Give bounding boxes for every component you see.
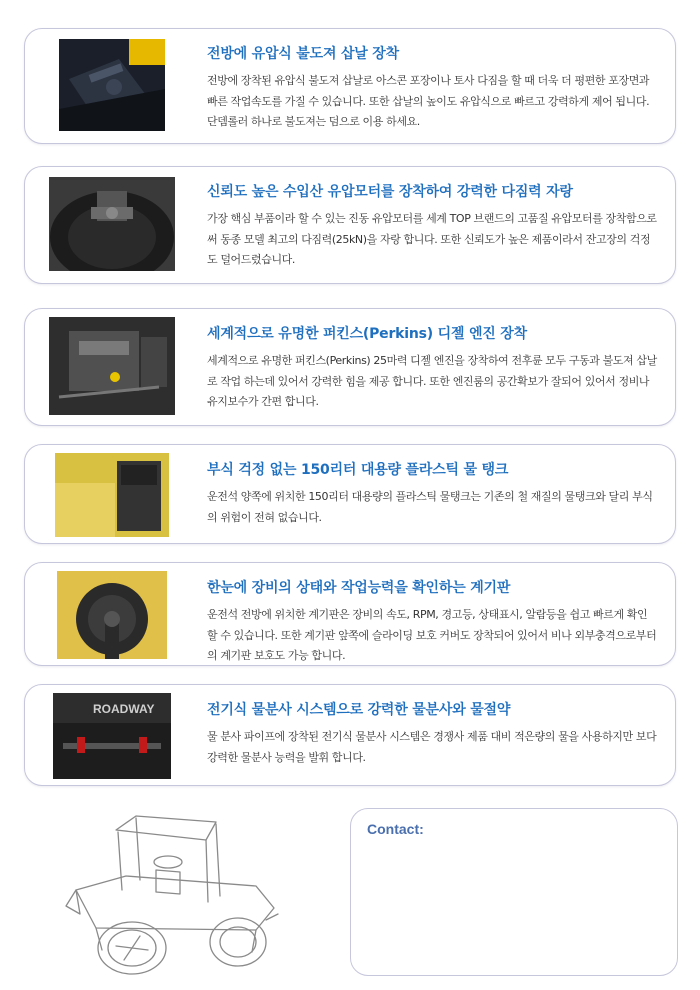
engine-photo: [49, 317, 175, 415]
feature-title: 전기식 물분사 시스템으로 강력한 물분사와 물절약: [207, 702, 511, 718]
feature-title: 전방에 유압식 불도져 삽날 장착: [207, 46, 399, 62]
feature-card-water-tank: [24, 444, 676, 544]
feature-title: 신뢰도 높은 수입산 유압모터를 장착하여 강력한 다짐력 자랑: [207, 184, 573, 200]
feature-description: 가장 핵심 부품이라 할 수 있는 진동 유압모터를 세계 TOP 브랜드의 고품질 유압모터를 장착함으로써 동종 모델 최고의 다짐력(25kN)을 자랑 합니다. 또한 신뢰도가 높은 제품이라서 잔고장의 걱정도 덜어드렸습니다.: [207, 212, 657, 266]
feature-title: 한눈에 장비의 상태와 작업능력을 확인하는 계기판: [207, 580, 511, 596]
water-spray-photo: [53, 693, 171, 779]
feature-card-blade: [24, 28, 676, 144]
feature-card-water-spray: [24, 684, 676, 786]
contact-box: [350, 808, 678, 976]
roadway-brand-text: ROADWAY: [93, 702, 155, 716]
feature-description: 운전석 전방에 위치한 계기판은 장비의 속도, RPM, 경고등, 상태표시, 알람등을 쉽고 빠르게 확인할 수 있습니다. 또한 계기판 앞쪽에 슬라이딩 보호 커버도 장착되어 있어서 비나 외부충격으로부터의 계기판 보호도 가능 합니다.: [207, 608, 657, 662]
feature-title: 부식 걱정 없는 150리터 대용량 플라스틱 물 탱크: [207, 462, 509, 478]
feature-card-engine: [24, 308, 676, 426]
feature-description: 운전석 양쪽에 위치한 150리터 대용량의 플라스틱 물탱크는 기존의 철 재질의 물탱크와 달리 부식의 위험이 전혀 없습니다.: [207, 490, 653, 524]
feature-description: 세계적으로 유명한 퍼킨스(Perkins) 25마력 디젤 엔진을 장착하여 전후륜 모두 구동과 불도져 삽날로 작업 하는데 있어서 강력한 힘을 제공 합니다. 또한 엔진룸의 공간확보가 잘되어 있어서 정비나 유지보수가 간편 합니다.: [207, 354, 657, 408]
feature-description: 전방에 장착된 유압식 불도져 삽날로 아스콘 포장이나 토사 다짐을 할 때 더욱 더 평편한 포장면과 빠른 작업속도를 가질 수 있습니다. 또한 삽날의 높이도 유압식으로 빠르고 강력하게 제어 됩니다. 단뎀롤러 하나로 불도져는 덤으로 이용 하세요.: [207, 74, 650, 128]
feature-description: 물 분사 파이프에 장착된 전기식 물분사 시스템은 경쟁사 제품 대비 적은량의 물을 사용하지만 보다 강력한 물분사 능력을 발휘 합니다.: [207, 730, 657, 764]
contact-label: Contact:: [367, 821, 424, 837]
blade-photo: [59, 39, 165, 131]
dashboard-photo: [57, 571, 167, 659]
feature-card-dashboard: [24, 562, 676, 666]
tandem-roller-illustration: [56, 810, 296, 980]
feature-title: 세계적으로 유명한 퍼킨스(Perkins) 디젤 엔진 장착: [207, 326, 527, 342]
water-tank-photo: [55, 453, 169, 537]
feature-card-hydraulic-motor: [24, 166, 676, 284]
hydraulic-motor-photo: [49, 177, 175, 271]
